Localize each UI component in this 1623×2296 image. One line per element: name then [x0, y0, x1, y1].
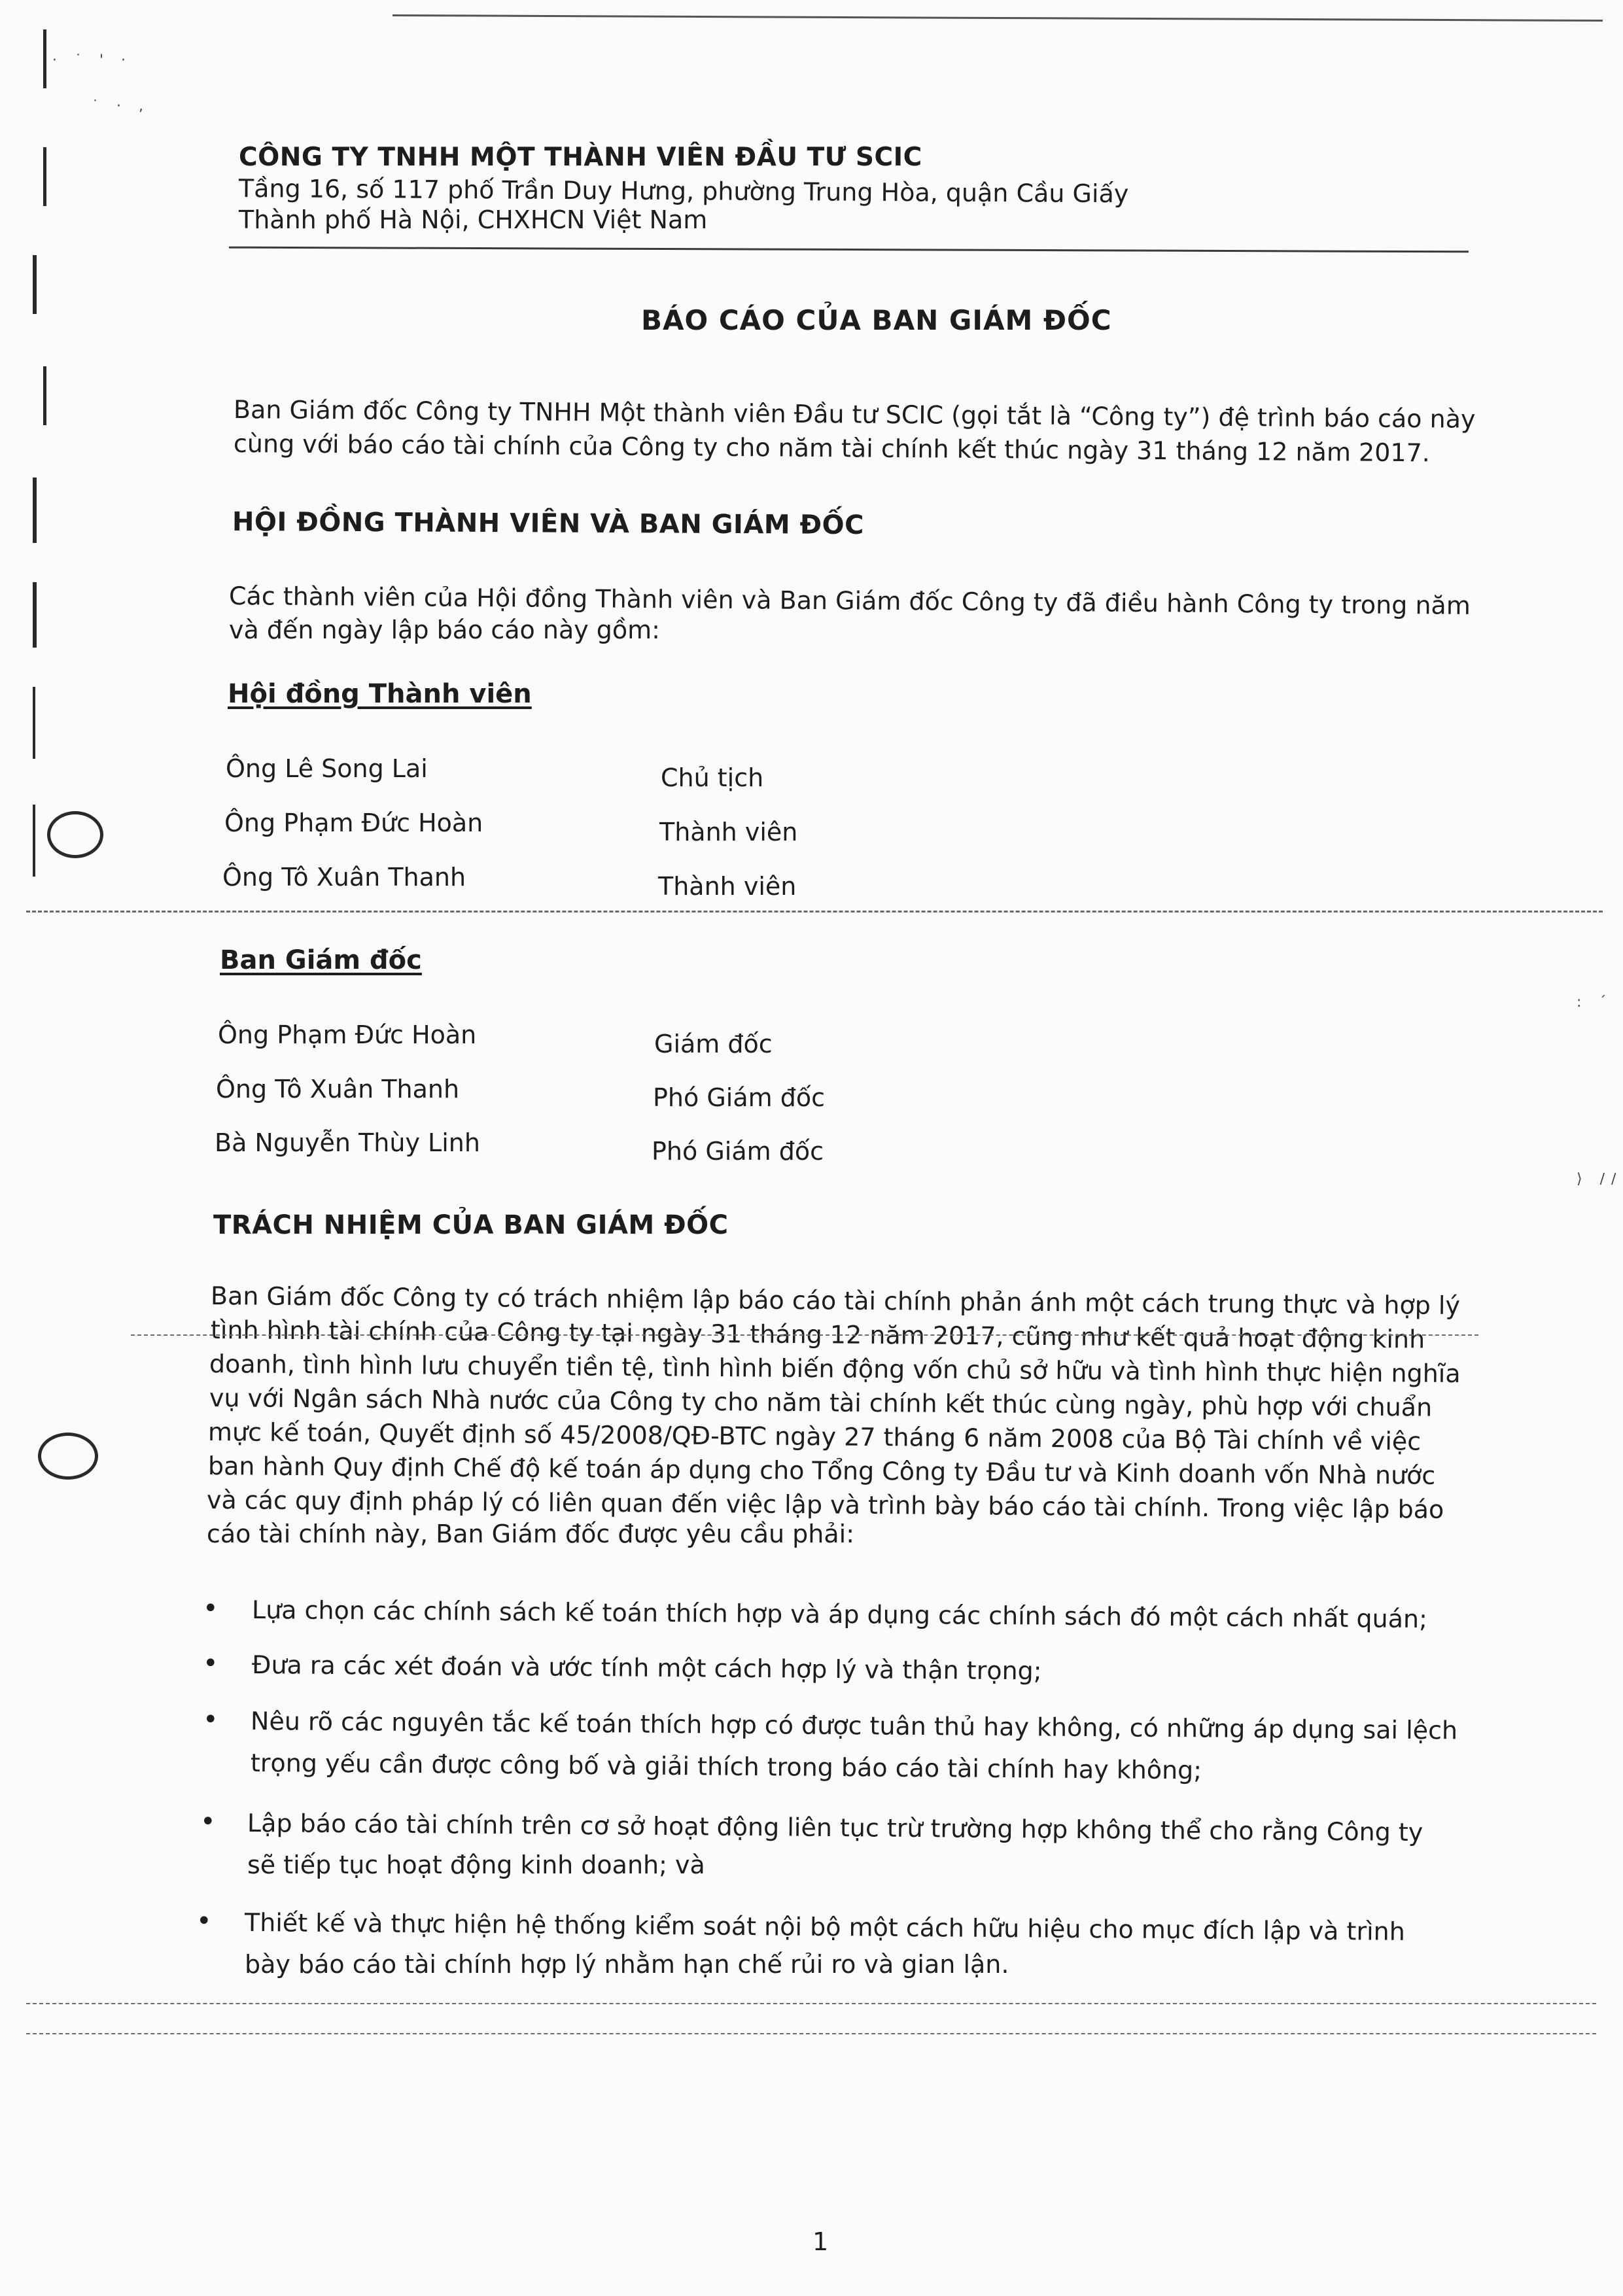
intro-line: Ban Giám đốc Công ty TNHH Một thành viên Đầu tư SCIC (gọi tắt là “Công ty”) đệ trình báo cáo này — [233, 395, 1476, 434]
management-member-name: Ông Phạm Đức Hoàn — [218, 1020, 477, 1049]
management-heading: Ban Giám đốc — [220, 945, 422, 975]
management-member-role: Giám đốc — [654, 1030, 773, 1058]
bullet-text: Nêu rõ các nguyên tắc kế toán thích hợp có được tuân thủ hay không, có những áp dụng sai lệch — [250, 1707, 1458, 1745]
board-member-name: Ông Lê Song Lai — [226, 754, 428, 783]
board-member-role: Thành viên — [658, 872, 797, 901]
scan-specks: · ˙ ' · — [52, 52, 133, 69]
binder-mark — [33, 29, 46, 88]
scan-fold-line — [26, 2033, 1596, 2034]
binder-mark — [33, 147, 46, 206]
header-rule — [229, 247, 1469, 253]
company-address-line1: Tầng 16, số 117 phố Trần Duy Hưng, phường Trung Hòa, quận Cầu Giấy — [238, 174, 1129, 209]
binder-mark — [33, 582, 37, 648]
scan-specks: ˙ · , — [92, 98, 150, 114]
bullet-text: sẽ tiếp tục hoạt động kinh doanh; và — [247, 1851, 705, 1879]
binder-mark — [33, 478, 37, 543]
punch-hole — [47, 811, 103, 858]
management-member-name: Bà Nguyễn Thùy Linh — [215, 1128, 480, 1157]
company-address-line2: Thành phố Hà Nội, CHXHCN Việt Nam — [239, 205, 708, 234]
punch-hole — [38, 1433, 98, 1480]
members-intro-line: Các thành viên của Hội đồng Thành viên và Ban Giám đốc Công ty đã điều hành Công ty trong năm — [228, 582, 1471, 620]
intro-line: cùng với báo cáo tài chính của Công ty cho năm tài chính kết thúc ngày 31 tháng 12 năm 2017. — [233, 429, 1430, 468]
page-number: 1 — [812, 2227, 829, 2256]
binder-mark — [33, 805, 35, 877]
responsibility-line: ban hành Quy định Chế độ kế toán áp dụng cho Tổng Công ty Đầu tư và Kinh doanh vốn Nhà nước — [207, 1452, 1436, 1490]
responsibility-line: Ban Giám đốc Công ty có trách nhiệm lập báo cáo tài chính phản ánh một cách trung thực và hợp lý — [210, 1281, 1461, 1321]
board-member-role: Thành viên — [659, 818, 798, 846]
bullet-text: trọng yếu cần được công bố và giải thích trong báo cáo tài chính hay không; — [250, 1748, 1202, 1785]
report-title: BÁO CÁO CỦA BAN GIÁM ĐỐC — [641, 304, 1112, 336]
management-member-role: Phó Giám đốc — [653, 1083, 825, 1112]
section-heading-members: HỘI ĐỒNG THÀNH VIÊN VÀ BAN GIÁM ĐỐC — [232, 507, 865, 541]
bullet-text: Đưa ra các xét đoán và ước tính một cách hợp lý và thận trọng; — [251, 1650, 1042, 1686]
responsibility-line: vụ với Ngân sách Nhà nước của Công ty cho năm tài chính kết thúc cùng ngày, phù hợp với chuẩn — [209, 1383, 1433, 1422]
scan-fold-line — [26, 2003, 1596, 2004]
bullet-text: Thiết kế và thực hiện hệ thống kiểm soát nội bộ một cách hữu hiệu cho mục đích lập và trình — [244, 1908, 1405, 1946]
bullet-marker: • — [203, 1593, 218, 1624]
responsibility-line: mực kế toán, Quyết định số 45/2008/QĐ-BTC ngày 27 tháng 6 năm 2008 của Bộ Tài chính về việc — [207, 1418, 1422, 1456]
bullet-text: Lựa chọn các chính sách kế toán thích hợp và áp dụng các chính sách đó một cách nhất quán; — [251, 1595, 1428, 1634]
company-name: CÔNG TY TNHH MỘT THÀNH VIÊN ĐẦU TƯ SCIC — [239, 143, 922, 172]
bullet-marker: • — [200, 1807, 216, 1837]
binder-mark — [33, 255, 37, 314]
scan-fold-line — [26, 911, 1603, 913]
scan-fold-line — [131, 1334, 1478, 1336]
board-heading: Hội đồng Thành viên — [228, 679, 532, 709]
top-rule — [393, 14, 1603, 22]
responsibility-line: cáo tài chính này, Ban Giám đốc được yêu cầu phải: — [207, 1520, 855, 1548]
responsibility-line: tình hình tài chính của Công ty tại ngày 31 tháng 12 năm 2017, cũng như kết quả hoạt động kinh — [210, 1315, 1425, 1354]
management-member-name: Ông Tô Xuân Thanh — [216, 1075, 460, 1104]
binder-mark — [33, 687, 35, 759]
section-heading-responsibility: TRÁCH NHIỆM CỦA BAN GIÁM ĐỐC — [213, 1210, 729, 1240]
board-member-name: Ông Tô Xuân Thanh — [222, 863, 466, 892]
bullet-text: Lập báo cáo tài chính trên cơ sở hoạt động liên tục trừ trường hợp không thể cho rằng Công ty — [247, 1809, 1423, 1847]
board-member-role: Chủ tịch — [661, 763, 764, 792]
members-intro-line: và đến ngày lập báo cáo này gồm: — [229, 616, 660, 644]
responsibility-line: doanh, tình hình lưu chuyển tiền tệ, tình hình biến động vốn chủ sở hữu và tình hình thực hiện nghĩa — [209, 1349, 1461, 1389]
bullet-marker: • — [203, 1705, 218, 1735]
responsibility-line: và các quy định pháp lý có liên quan đến việc lập và trình bày báo cáo tài chính. Trong việc lập báo — [206, 1486, 1444, 1524]
management-member-role: Phó Giám đốc — [652, 1137, 824, 1166]
bullet-marker: • — [203, 1648, 218, 1679]
board-member-name: Ông Phạm Đức Hoàn — [224, 809, 483, 837]
bullet-text: bày báo cáo tài chính hợp lý nhằm hạn chế rủi ro và gian lận. — [245, 1950, 1009, 1979]
scan-specks: : ´ — [1577, 994, 1613, 1011]
bullet-marker: • — [196, 1906, 212, 1936]
scan-specks: ⟩ ∕∕ — [1577, 1171, 1623, 1187]
binder-mark — [33, 366, 46, 425]
